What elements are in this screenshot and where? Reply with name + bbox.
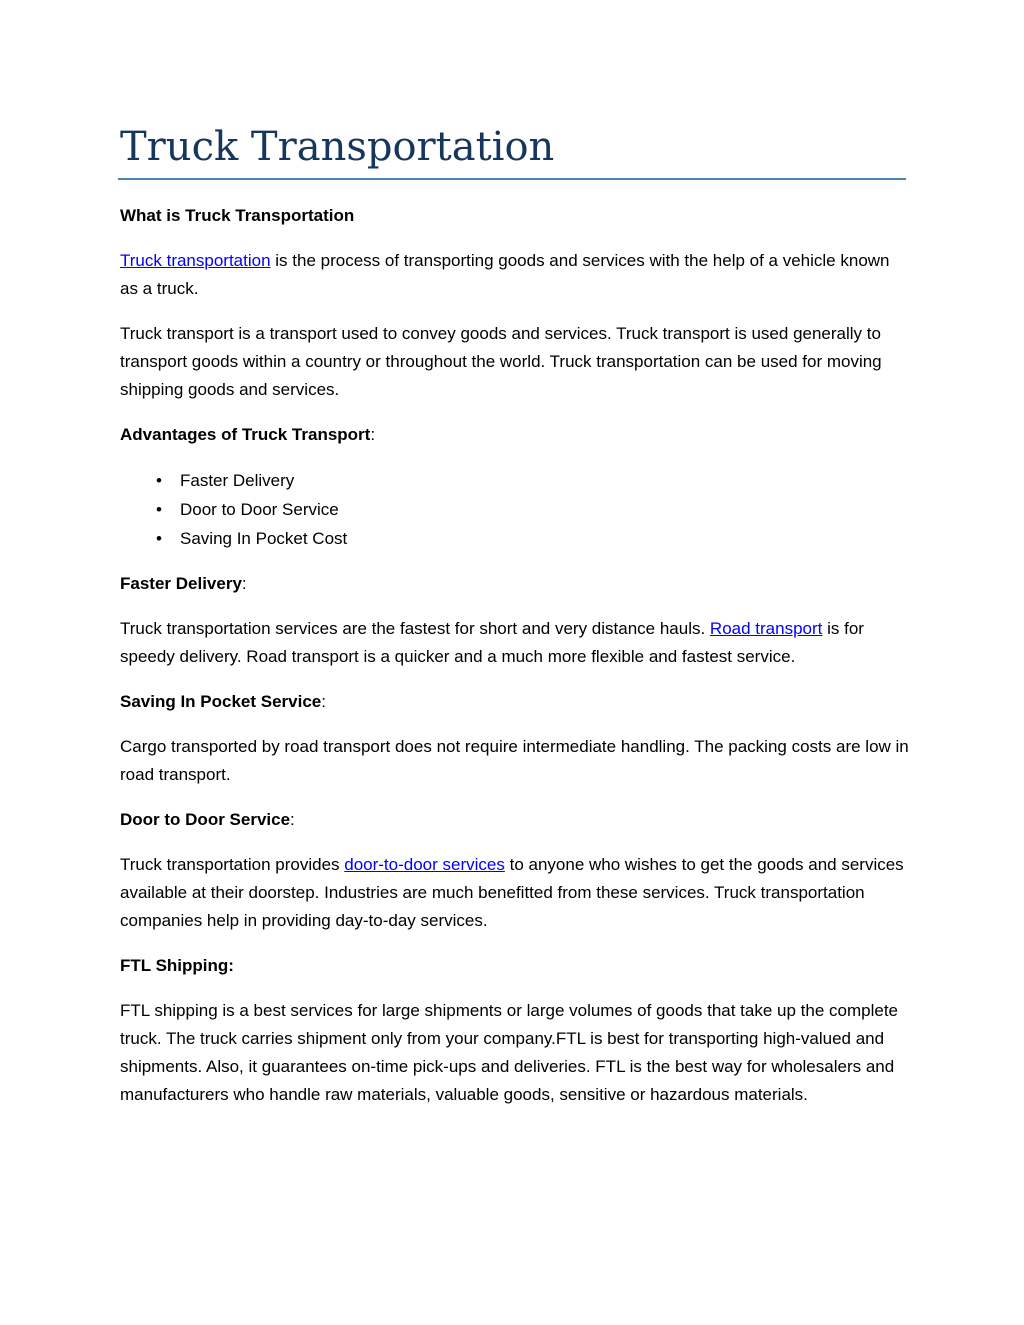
bullet-icon: • xyxy=(156,529,162,548)
advantages-heading-label: Advantages of Truck Transport xyxy=(120,425,371,444)
door-to-door-text-before: Truck transportation provides xyxy=(120,855,345,874)
saving-heading-label: Saving In Pocket Service xyxy=(120,692,322,711)
list-item xyxy=(120,524,910,553)
paragraph-definition xyxy=(120,247,910,303)
paragraph-overview: Truck transport is a transport used to convey goods and services. Truck transport is used generally to transport goods within a country or throughout the world. Truck transportation can be used for moving shipping goods and services. xyxy=(120,324,882,399)
faster-delivery-text-before: Truck transportation services are the fastest for short and very distance hauls. xyxy=(120,619,710,638)
page-title: Truck Transportation xyxy=(120,124,555,170)
section-heading-ftl: FTL Shipping: xyxy=(120,956,234,975)
road-transport-link[interactable]: Road transport xyxy=(709,619,823,638)
paragraph-saving: Cargo transported by road transport does not require intermediate handling. The packing costs are low in road transport. xyxy=(120,737,909,784)
title-underline-divider xyxy=(118,178,906,180)
advantages-list xyxy=(120,466,910,553)
faster-delivery-heading-label: Faster Delivery xyxy=(120,574,242,593)
section-heading-saving xyxy=(120,688,910,716)
heading-colon: : xyxy=(321,692,326,711)
definition-text: is the process of transporting goods and services with the help of a vehicle known as a truck. xyxy=(120,251,890,298)
bullet-icon: • xyxy=(156,500,162,519)
list-item xyxy=(120,495,910,524)
heading-colon: : xyxy=(370,425,376,444)
door-to-door-services-link[interactable]: door-to-door services xyxy=(344,855,505,874)
truck-transportation-link[interactable]: Truck transportation xyxy=(120,251,271,270)
section-heading-door-to-door xyxy=(120,806,910,834)
paragraph-faster-delivery xyxy=(120,615,910,671)
section-heading-advantages xyxy=(120,421,910,449)
faster-delivery-text-after: is for speedy delivery. Road transport is a quicker and a much more flexible and fastest service. xyxy=(120,619,864,666)
heading-colon: : xyxy=(241,574,247,593)
list-item xyxy=(120,466,910,495)
heading-colon: : xyxy=(290,810,295,829)
section-heading-faster-delivery xyxy=(120,570,910,598)
list-item-label: Faster Delivery xyxy=(180,471,295,490)
door-to-door-text-after: to anyone who wishes to get the goods and services available at their doorstep. Industries are much benefitted from these services. Truck transportation companies help in providing day-to-day services. xyxy=(120,855,904,930)
paragraph-door-to-door xyxy=(120,851,910,935)
document-body xyxy=(120,202,910,1126)
section-heading-what-is: What is Truck Transportation xyxy=(120,206,355,225)
door-to-door-heading-label: Door to Door Service xyxy=(120,810,291,829)
list-item-label: Saving In Pocket Cost xyxy=(180,529,348,548)
paragraph-ftl: FTL shipping is a best services for large shipments or large volumes of goods that take up the complete truck. The truck carries shipment only from your company.FTL is best for transporting high-valued and shipments. Also, it guarantees on-time pick-ups and deliveries. FTL is the best way for wholesalers and manufacturers who handle raw materials, valuable goods, sensitive or hazardous materials. xyxy=(120,1001,898,1104)
bullet-icon: • xyxy=(156,471,162,490)
list-item-label: Door to Door Service xyxy=(180,500,339,519)
